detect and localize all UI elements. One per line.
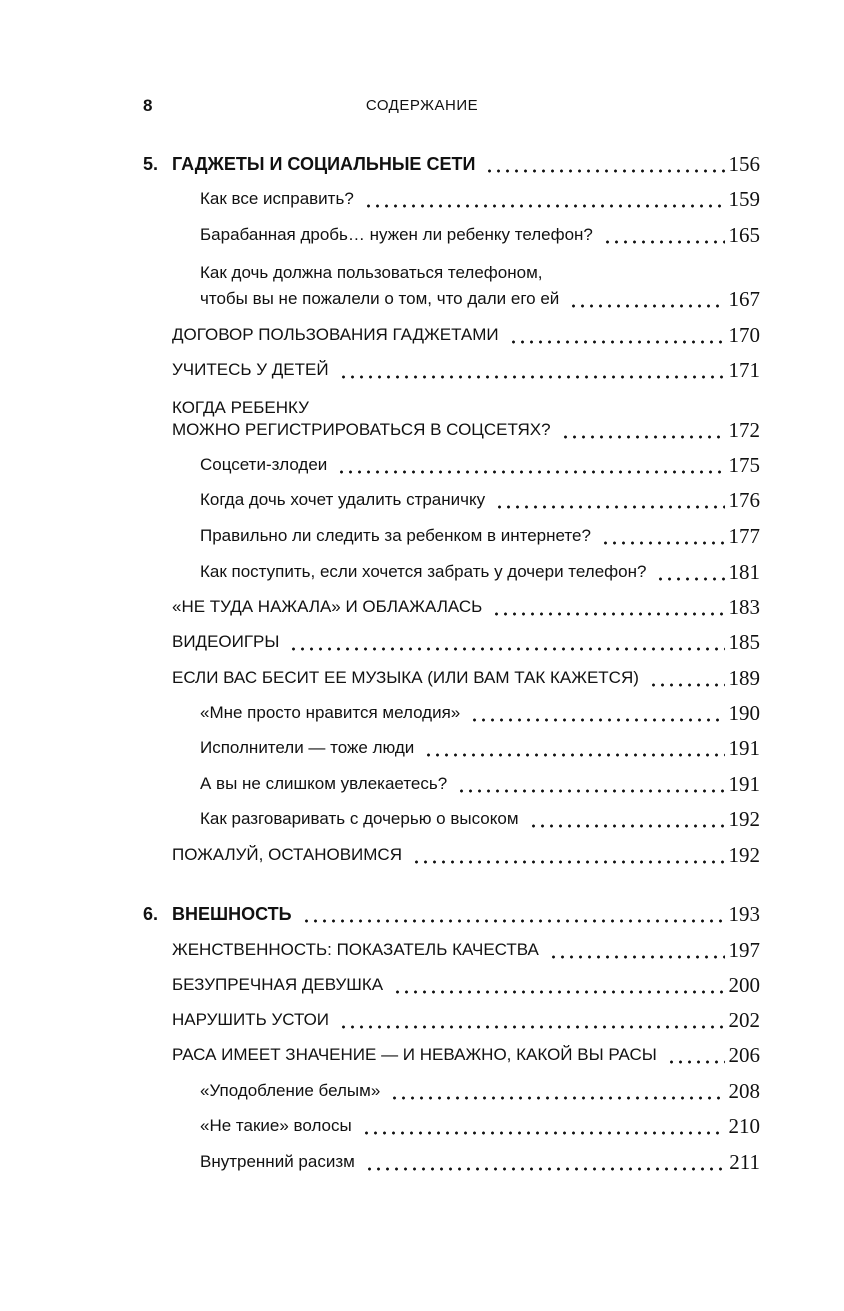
toc-entry bbox=[200, 212, 760, 246]
toc-entry-title: УЧИТЕСЬ У ДЕТЕЙ bbox=[172, 360, 329, 379]
chapter-number: 5. bbox=[143, 154, 159, 174]
toc-page-number: 159 bbox=[728, 187, 760, 211]
dot-leader bbox=[424, 737, 724, 759]
toc-entry-title-line1: КОГДА РЕБЕНКУ bbox=[172, 398, 309, 417]
toc-entry bbox=[200, 442, 760, 476]
toc-entry bbox=[172, 407, 760, 441]
toc-page-number: 192 bbox=[728, 807, 760, 831]
toc-page-number: 183 bbox=[728, 595, 760, 619]
toc-entry-title: чтобы вы не пожалели о том, что дали его ей bbox=[200, 289, 560, 308]
toc-page-number: 172 bbox=[728, 418, 760, 442]
toc-entry bbox=[200, 761, 760, 795]
toc-entry bbox=[172, 312, 760, 346]
toc-page-number: 177 bbox=[728, 524, 760, 548]
toc-page-number: 202 bbox=[728, 1008, 760, 1032]
toc-page-number: 191 bbox=[728, 772, 760, 796]
dot-leader bbox=[485, 153, 724, 175]
dot-leader bbox=[492, 596, 724, 618]
toc-entry-title: «Мне просто нравится мелодия» bbox=[200, 703, 461, 722]
toc-page-number: 200 bbox=[728, 973, 760, 997]
toc-entry-title: ЖЕНСТВЕННОСТЬ: ПОКАЗАТЕЛЬ КАЧЕСТВА bbox=[172, 940, 539, 959]
toc-entry bbox=[200, 1068, 760, 1102]
toc-entry bbox=[200, 690, 760, 724]
toc-entry-title: ВИДЕОИГРЫ bbox=[172, 632, 280, 651]
running-head: СОДЕРЖАНИЕ bbox=[365, 97, 479, 114]
dot-leader bbox=[457, 773, 724, 795]
toc-page-number: 193 bbox=[728, 902, 760, 926]
toc-chapter-entry bbox=[143, 891, 760, 926]
toc-page-number: 175 bbox=[728, 453, 760, 477]
dot-leader bbox=[365, 1151, 725, 1173]
toc-entry-title: «Не такие» волосы bbox=[200, 1116, 352, 1135]
toc-entry-title: Внутренний расизм bbox=[200, 1152, 355, 1171]
toc-page-number: 165 bbox=[728, 223, 760, 247]
dot-leader bbox=[667, 1044, 725, 1066]
toc-entry bbox=[172, 347, 760, 381]
dot-leader bbox=[393, 974, 724, 996]
chapter-number: 6. bbox=[143, 904, 159, 924]
toc-entry-title: Как поступить, если хочется забрать у дочери телефон? bbox=[200, 562, 647, 581]
dot-leader bbox=[603, 224, 725, 246]
dot-leader bbox=[561, 419, 725, 441]
toc-entry-title: МОЖНО РЕГИСТРИРОВАТЬСЯ В СОЦСЕТЯХ? bbox=[172, 420, 551, 439]
toc-entry-title: Исполнители — тоже люди bbox=[200, 738, 415, 757]
dot-leader bbox=[495, 489, 724, 511]
toc-entry-title: Когда дочь хочет удалить страничку bbox=[200, 490, 486, 509]
dot-leader bbox=[569, 288, 724, 310]
toc-page-number: 189 bbox=[728, 666, 760, 690]
toc-entry bbox=[200, 176, 760, 210]
dot-leader bbox=[649, 667, 725, 689]
toc-page-number: 190 bbox=[728, 701, 760, 725]
toc-page-number: 167 bbox=[728, 287, 760, 311]
toc-page-number: 206 bbox=[728, 1043, 760, 1067]
toc-entry-title: ВНЕШНОСТЬ bbox=[172, 904, 292, 924]
dot-leader bbox=[362, 1115, 725, 1137]
toc-page-number: 171 bbox=[728, 358, 760, 382]
toc-entry bbox=[172, 1032, 760, 1066]
toc-page-number: 181 bbox=[728, 560, 760, 584]
dot-leader bbox=[656, 561, 724, 583]
toc-page-number: 156 bbox=[728, 152, 760, 176]
toc-entry bbox=[200, 796, 760, 830]
toc-entry bbox=[200, 725, 760, 759]
dot-leader bbox=[302, 903, 725, 925]
dot-leader bbox=[289, 631, 724, 653]
dot-leader bbox=[601, 525, 725, 547]
toc-entry-title: ЕСЛИ ВАС БЕСИТ ЕЕ МУЗЫКА (ИЛИ ВАМ ТАК КАЖЕТСЯ) bbox=[172, 668, 639, 687]
dot-leader bbox=[509, 324, 725, 346]
dot-leader bbox=[412, 844, 725, 866]
toc-page-number: 170 bbox=[728, 323, 760, 347]
toc-entry-title: Барабанная дробь… нужен ли ребенку телефон? bbox=[200, 225, 593, 244]
toc-entry bbox=[200, 513, 760, 547]
toc-page-number: 191 bbox=[728, 736, 760, 760]
toc-entry-title: ГАДЖЕТЫ И СОЦИАЛЬНЫЕ СЕТИ bbox=[172, 154, 476, 174]
toc-entry bbox=[172, 832, 760, 866]
toc-entry bbox=[172, 619, 760, 653]
toc-entry-title: Правильно ли следить за ребенком в интернете? bbox=[200, 526, 591, 545]
toc-page-number: 197 bbox=[728, 938, 760, 962]
toc-entry-title: ПОЖАЛУЙ, ОСТАНОВИМСЯ bbox=[172, 845, 402, 864]
dot-leader bbox=[364, 188, 725, 210]
toc-entry-title: НАРУШИТЬ УСТОИ bbox=[172, 1010, 330, 1029]
page-number: 8 bbox=[143, 96, 153, 115]
dot-leader bbox=[339, 1009, 724, 1031]
toc-chapter-entry bbox=[143, 141, 760, 176]
toc-entry bbox=[172, 997, 760, 1031]
toc-entry-title: ДОГОВОР ПОЛЬЗОВАНИЯ ГАДЖЕТАМИ bbox=[172, 325, 499, 344]
toc-entry-title: «Уподобление белым» bbox=[200, 1081, 381, 1100]
toc-entry bbox=[200, 549, 760, 583]
toc-entry bbox=[172, 962, 760, 996]
toc-entry bbox=[172, 927, 760, 961]
toc-page-number: 208 bbox=[728, 1079, 760, 1103]
toc-entry bbox=[172, 655, 760, 689]
toc-entry-title: РАСА ИМЕЕТ ЗНАЧЕНИЕ — И НЕВАЖНО, КАКОЙ ВЫ РАСЫ bbox=[172, 1045, 657, 1064]
toc-page-number: 192 bbox=[728, 843, 760, 867]
toc-page-number: 185 bbox=[728, 630, 760, 654]
dot-leader bbox=[390, 1080, 724, 1102]
dot-leader bbox=[529, 808, 725, 830]
dot-leader bbox=[470, 702, 724, 724]
dot-leader bbox=[339, 359, 725, 381]
toc-page-number: 210 bbox=[728, 1114, 760, 1138]
toc-entry-title: БЕЗУПРЕЧНАЯ ДЕВУШКА bbox=[172, 975, 384, 994]
dot-leader bbox=[549, 939, 725, 961]
toc-entry-title: Как разговаривать с дочерью о высоком bbox=[200, 809, 519, 828]
toc-entry bbox=[200, 477, 760, 511]
toc-entry bbox=[172, 584, 760, 618]
toc-entry-title: Соцсети-злодеи bbox=[200, 455, 328, 474]
dot-leader bbox=[337, 454, 724, 476]
toc-entry-title: Как все исправить? bbox=[200, 189, 354, 208]
toc-entry bbox=[200, 1103, 760, 1137]
toc-page-number: 211 bbox=[729, 1150, 760, 1174]
toc-entry bbox=[200, 1139, 760, 1173]
toc-entry-title-line1: Как дочь должна пользоваться телефоном, bbox=[200, 263, 543, 282]
toc-entry bbox=[200, 276, 760, 310]
toc-page-number: 176 bbox=[728, 488, 760, 512]
toc-entry-title: «НЕ ТУДА НАЖАЛА» И ОБЛАЖАЛАСЬ bbox=[172, 597, 483, 616]
toc-entry-title: А вы не слишком увлекаетесь? bbox=[200, 774, 448, 793]
